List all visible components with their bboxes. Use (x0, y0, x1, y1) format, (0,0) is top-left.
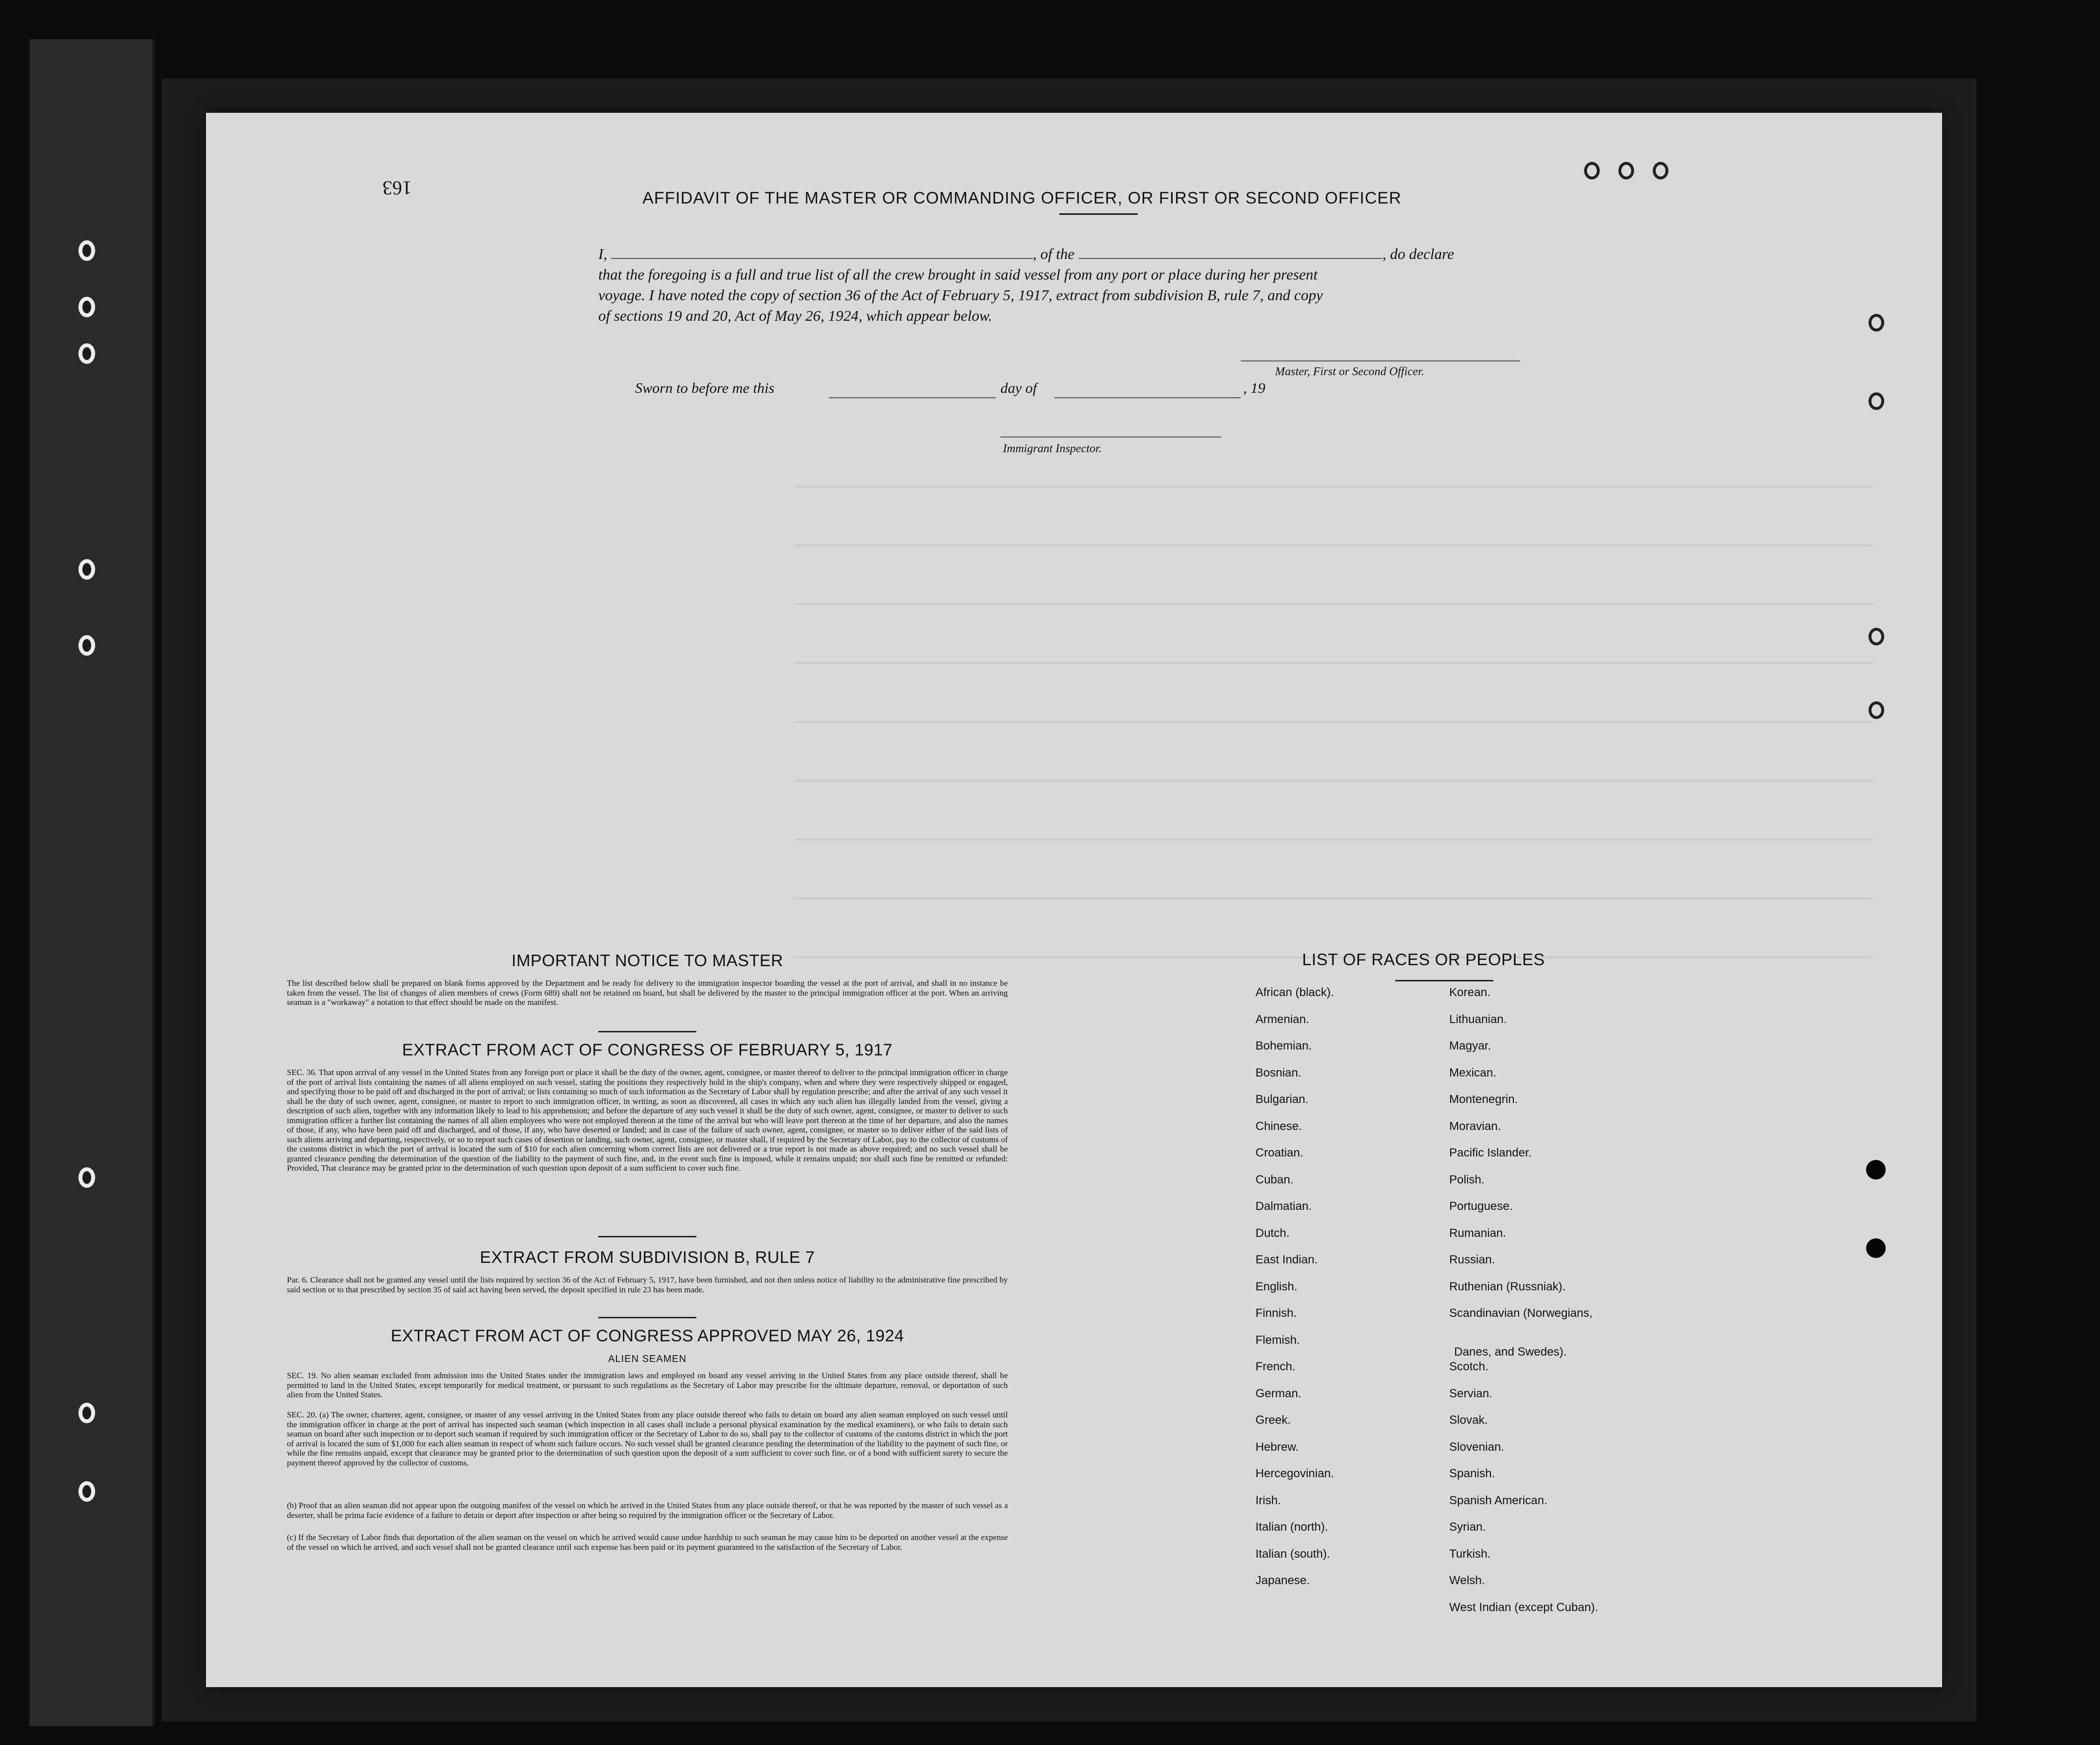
race-item: Bosnian. (1255, 1066, 1302, 1079)
sec-20c-text: (c) If the Secretary of Labor finds that deportation of the alien seaman on the vessel on which he arrived would cause undue hardship to such seaman he may cause him to be deported on another vessel at the expense of the vessel on which he arrived, and such vessel shall not be granted clearance until such expense has been paid or its payment guaranteed to the satisfaction of the Secretary of Labor. (287, 1533, 1008, 1552)
declaration-line-4: of sections 19 and 20, Act of May 26, 1924, which appear below. (598, 307, 993, 324)
notice-text: The list described below shall be prepared on blank forms approved by the Department and be ready for delivery to the immigration inspector boarding the vessel at the port of arrival, and shall in no instance be taken from the vessel. The list of changes of alien members of crews (Form 689) shall not be retained on board, but shall be delivered by the master to the principal immigration officer at the port. When an arriving seaman is a "workaway" a notation to that effect should be made on the manifest. (287, 978, 1008, 1007)
race-item: Cuban. (1255, 1173, 1294, 1186)
bleed-through-area (794, 456, 1873, 971)
race-item: Flemish. (1255, 1333, 1300, 1347)
race-item: Scotch. (1449, 1360, 1489, 1373)
race-item: English. (1255, 1280, 1298, 1293)
divider (598, 1031, 696, 1032)
race-item: Hercegovinian. (1255, 1467, 1334, 1480)
page-number: 163 (383, 177, 412, 199)
punch-dot (1866, 1238, 1886, 1258)
binder-hole (78, 1167, 95, 1188)
race-item: Spanish American. (1449, 1493, 1548, 1507)
race-item: Hebrew. (1255, 1440, 1299, 1454)
subdivision-b-title: EXTRACT FROM SUBDIVISION B, RULE 7 (480, 1248, 815, 1267)
binder-hole (78, 1403, 95, 1423)
binder-hole (78, 559, 95, 580)
declaration-of-the: , of the (1032, 245, 1075, 262)
race-item: Rumanian. (1449, 1226, 1507, 1240)
race-item: Italian (south). (1255, 1547, 1331, 1561)
race-item: West Indian (except Cuban). (1449, 1600, 1598, 1614)
subdivision-b-text: Par. 6. Clearance shall not be granted any vessel until the lists required by section 36 of the Act of February 5, 1917, have been furnished, and not then unless notice of liability to the administrative fine prescribed by said section or to that prescribed by section 35 of said act having been served, the deposit specified in rule 23 has been made. (287, 1275, 1008, 1294)
day-of-label: day of (1000, 380, 1037, 396)
race-item: French. (1255, 1360, 1296, 1373)
race-item: Montenegrin. (1449, 1093, 1518, 1106)
race-item: Danes, and Swedes). (1454, 1345, 1567, 1359)
race-item: Irish. (1255, 1493, 1281, 1507)
race-item: Mexican. (1449, 1066, 1497, 1079)
race-item: Armenian. (1255, 1012, 1309, 1026)
binder-hole (78, 343, 95, 364)
sec-20a-text: SEC. 20. (a) The owner, charterer, agent, consignee, or master of any vessel arriving in the United States from any place outside thereof who fails to detain on board any alien seaman employed on such vessel until the immigration officer in charge at the port of arrival has inspected such seaman (which inspection in all cases shall include a personal physical examination by the medical examiners), or who fails to detain such seaman on board after such inspection or to deport such seaman if required by such immigration officer or the Secretary of Labor to do so, shall pay to the collector of customs of the customs district in which the port of arrival is located the sum of $1,000 for each alien seaman in respect of whom such failure occurs. No such vessel shall be granted clearance pending the determination of the liability to the payment of such fine, or while the fine remains unpaid, except that clearance may be granted prior to the determination of such question upon the deposit of a sum sufficient to cover such fine, or of a bond with sufficient surety to secure the payment thereof approved by the collector of customs. (287, 1410, 1008, 1467)
vessel-blank[interactable] (1078, 245, 1383, 259)
race-item: Bohemian. (1255, 1039, 1312, 1052)
race-item: Bulgarian. (1255, 1093, 1309, 1106)
sec-19-text: SEC. 19. No alien seaman excluded from admission into the United States under the immigration laws and employed on board any vessel arriving in the United States from any place outside thereof, shall be permitted to land in the United States, except temporarily for medical treatment, or pursuant to such regulations as the Secretary of Labor may prescribe for the ultimate departure, removal, or deportation of such alien from the United States. (287, 1371, 1008, 1399)
punch-ring (1869, 392, 1884, 410)
master-signature-label: Master, First or Second Officer. (1275, 365, 1424, 378)
race-item: Syrian. (1449, 1520, 1486, 1534)
binder-hole (78, 1481, 95, 1502)
punch-ring (1869, 701, 1884, 719)
race-item: Dutch. (1255, 1226, 1290, 1240)
race-item: Korean. (1449, 986, 1491, 999)
race-item: Finnish. (1255, 1307, 1297, 1320)
document-page (206, 113, 1942, 1687)
race-item: Croatian. (1255, 1146, 1304, 1159)
binder-hole (78, 635, 95, 656)
declaration-do-declare: , do declare (1382, 245, 1454, 262)
master-signature-line[interactable] (1241, 360, 1520, 361)
race-item: Greek. (1255, 1413, 1291, 1427)
race-item: African (black). (1255, 986, 1334, 999)
sworn-month-line[interactable] (1054, 397, 1241, 398)
race-item: Japanese. (1255, 1574, 1310, 1587)
race-item: Slovak. (1449, 1413, 1488, 1427)
binder-hole (78, 240, 95, 261)
race-item: Moravian. (1449, 1119, 1501, 1133)
alien-seamen-subtitle: ALIEN SEAMEN (608, 1354, 687, 1364)
punch-ring (1869, 314, 1884, 332)
punch-ring (1869, 628, 1884, 645)
backing-board (29, 39, 155, 1726)
binder-hole (78, 297, 95, 317)
extract-1917-text: SEC. 36. That upon arrival of any vessel in the United States from any foreign port or place it shall be the duty of the owner, agent, consignee, or master thereof to deliver to the principal immigration officer in charge of the port of arrival lists containing the names of all aliens employed on such vessel, stating the positions they respectively hold in the ship's company, when and where they were respectively shipped or engaged, and specifying those to be paid off and discharged in the port of arrival; or lists containing so much of such information as the Secretary of Labor shall by regulation prescribe; and after the arrival of any such vessel it shall be the duty of such owner, agent, consignee, or master to report to such immigration officer, in writing, as soon as discovered, all cases in which any such alien has illegally landed from the vessel, giving a description of such alien, together with any information likely to lead to his apprehension; and before the departure of any such vessel it shall be the duty of such owner, agent, consignee, or master to deliver to such immigration officer a further list containing the names of all alien employees who were not employed thereon at the time of the arrival but who will leave port thereon at the time of her departure, and also the names of those, if any, who have been paid off and discharged, and of those, if any, who have deserted or landed; and in case of the failure of such owner, agent, consignee, or master so to deliver either of the said lists of such aliens arriving and departing, respectively, or so to report such cases of desertion or landing, such owner, agent, consignee, or master shall, if required by the Secretary of Labor, pay to the collector of customs of the customs district in which the port of arrival is located the sum of $10 for each alien concerning whom correct lists are not delivered or a true report is not made as above required; and no such vessel shall be granted clearance pending the determination of the question of the liability to the payment of such fine, and, in the event such fine is imposed, while it remains unpaid; nor shall such fine be remitted or refunded: Provided, That clearance may be granted prior to the determination of such question upon deposit of a sum sufficient to cover such fine. (287, 1068, 1008, 1173)
race-item: East Indian. (1255, 1253, 1318, 1266)
race-item: Scandinavian (Norwegians, (1449, 1307, 1593, 1320)
punch-ring (1653, 162, 1668, 180)
extract-1917-title: EXTRACT FROM ACT OF CONGRESS OF FEBRUARY 5, 1917 (402, 1041, 893, 1059)
year-label: , 19 (1243, 380, 1265, 396)
sec-20b-text: (b) Proof that an alien seaman did not appear upon the outgoing manifest of the vessel on which he arrived in the United States from any place outside thereof, or that he was reported by the master of such vessel as a deserter, shall be prima facie evidence of a failure to detain or deport after inspection or after being so required by the immigration officer or the Secretary of Labor. (287, 1501, 1008, 1520)
divider (1059, 213, 1138, 215)
race-item: Portuguese. (1449, 1200, 1513, 1213)
race-item: German. (1255, 1386, 1302, 1400)
divider (1395, 980, 1493, 981)
race-item: Servian. (1449, 1386, 1493, 1400)
race-item: Turkish. (1449, 1547, 1491, 1561)
race-item: Russian. (1449, 1253, 1495, 1266)
race-item: Welsh. (1449, 1574, 1485, 1587)
race-item: Spanish. (1449, 1467, 1495, 1480)
race-item: Ruthenian (Russniak). (1449, 1280, 1566, 1293)
notice-title: IMPORTANT NOTICE TO MASTER (512, 951, 783, 970)
sworn-label: Sworn to before me this (635, 380, 774, 396)
divider (598, 1236, 696, 1237)
punch-ring (1618, 162, 1634, 180)
race-item: Chinese. (1255, 1119, 1302, 1133)
divider (598, 1317, 696, 1318)
race-item: Polish. (1449, 1173, 1485, 1186)
sworn-day-line[interactable] (829, 397, 996, 398)
race-item: Dalmatian. (1255, 1200, 1312, 1213)
race-item: Pacific Islander. (1449, 1146, 1532, 1159)
inspector-label: Immigrant Inspector. (1003, 442, 1102, 455)
punch-dot (1866, 1160, 1886, 1180)
race-item: Italian (north). (1255, 1520, 1329, 1534)
declaration-line-1 (598, 245, 1454, 263)
affidavit-title: AFFIDAVIT OF THE MASTER OR COMMANDING OFFICER, OR FIRST OR SECOND OFFICER (642, 189, 1402, 207)
declaration-line-3: voyage. I have noted the copy of section 36 of the Act of February 5, 1917, extract from subdivision B, rule 7, and copy (598, 286, 1323, 304)
declaration-line-2: that the foregoing is a full and true list of all the crew brought in said vessel from any port or place during her present (598, 266, 1318, 283)
race-item: Lithuanian. (1449, 1012, 1507, 1026)
race-item: Magyar. (1449, 1039, 1491, 1052)
declaration-i: I, (598, 245, 608, 262)
extract-1924-title: EXTRACT FROM ACT OF CONGRESS APPROVED MAY 26, 1924 (390, 1327, 904, 1345)
name-blank[interactable] (611, 245, 1033, 259)
inspector-signature-line[interactable] (1000, 436, 1221, 437)
punch-ring (1584, 162, 1600, 180)
races-title: LIST OF RACES OR PEOPLES (1302, 950, 1545, 969)
race-item: Slovenian. (1449, 1440, 1505, 1454)
